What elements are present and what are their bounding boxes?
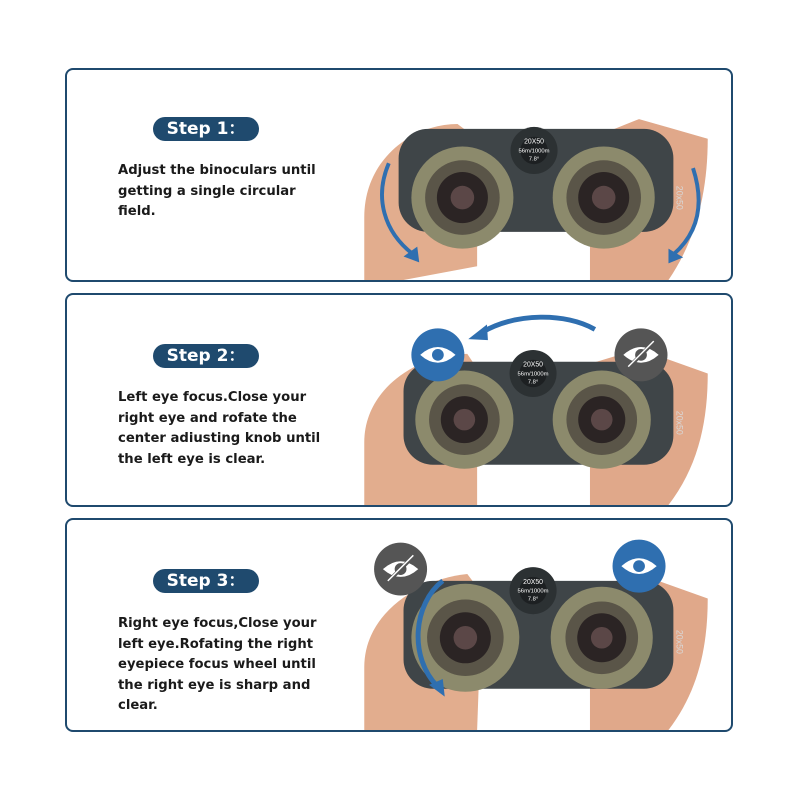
binocular-spec-label: 56m/1000m	[517, 371, 549, 378]
step-1-illustration	[341, 70, 731, 280]
step-2-badge: Step 2：	[153, 344, 259, 368]
binocular-side-label: 20x50	[674, 185, 685, 210]
binocular-side-label: 20x50	[674, 410, 685, 435]
eye-closed-icon	[615, 328, 668, 381]
binocular-spec-label: 56m/1000m	[518, 148, 550, 155]
step-2-illustration	[341, 295, 731, 505]
arrow-head-icon	[468, 324, 488, 340]
binoculars-image	[341, 70, 731, 280]
binocular-model-label: 20X50	[523, 361, 543, 369]
step-1-badge: Step 1：	[153, 117, 259, 141]
step-3-description: Right eye focus,Close your left eye.Rofating the right eyepiece focus wheel until the right eye is sharp and clear.	[118, 616, 317, 713]
step-2-description: Left eye focus.Close your right eye and rofate the center adiusting knob until the left eye is clear.	[118, 390, 321, 467]
binocular-model-label: 20X50	[524, 138, 544, 146]
eye-open-icon	[613, 540, 666, 593]
step-1-description: Adjust the binoculars until getting a single circular field.	[118, 163, 316, 219]
binocular-angle-label: 7.8°	[527, 596, 539, 603]
step-3-badge: Step 3：	[153, 569, 259, 593]
binocular-model-label: 20X50	[523, 578, 543, 586]
binocular-side-label: 20x50	[674, 629, 685, 654]
binocular-angle-label: 7.8°	[527, 379, 539, 386]
step-3-card	[65, 518, 733, 732]
eye-open-icon	[411, 328, 464, 381]
binocular-angle-label: 7.8°	[528, 156, 540, 163]
binocular-spec-label: 56m/1000m	[517, 588, 549, 595]
binoculars-image	[341, 520, 731, 730]
step-2-card	[65, 293, 733, 507]
binoculars-image	[341, 295, 731, 505]
eye-closed-icon	[374, 543, 427, 596]
step-3-illustration	[341, 520, 731, 730]
rotate-arrow-icon	[482, 317, 595, 332]
step-1-card	[65, 68, 733, 282]
